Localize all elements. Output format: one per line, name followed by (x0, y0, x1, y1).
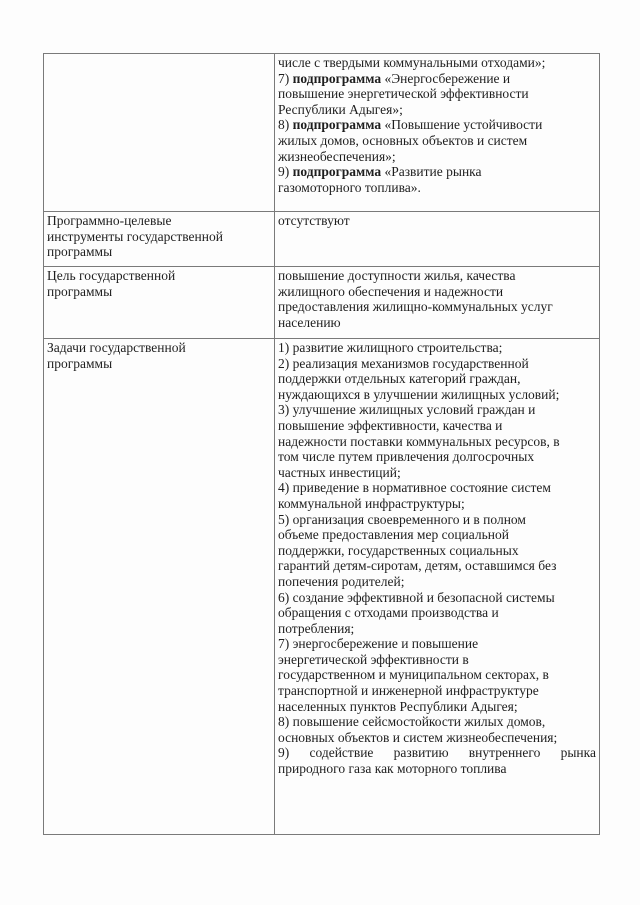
label-line: Задачи государственной (47, 340, 186, 355)
value-line: энергетической эффективности в (278, 651, 469, 667)
value-line: государственном и муниципальном секторах, в (278, 667, 549, 683)
table-row (44, 339, 600, 835)
value-line: 8) подпрограмма «Повышение устойчивости (278, 117, 543, 133)
value-line: 6) создание эффективной и безопасной системы (278, 589, 555, 605)
row-value-cell (275, 267, 600, 339)
value-line: населенных пунктов Республики Адыгея; (278, 698, 518, 714)
value-line: поддержки, государственных социальных (278, 542, 519, 558)
value-line: повышение доступности жилья, качества (278, 268, 516, 283)
value-line: 7) подпрограмма «Энергосбережение и (278, 70, 511, 86)
value-line: нуждающихся в улучшении жилищных условий; (278, 386, 560, 402)
table-row (44, 54, 600, 212)
value-line: числе с твердыми коммунальными отходами»; (278, 55, 546, 70)
row-label-cell (44, 339, 275, 835)
row-value-cell (275, 339, 600, 835)
label-line: инструменты государственной (47, 228, 223, 244)
row-label-cell (44, 212, 275, 267)
row-value-cell (275, 212, 600, 267)
value-line: жизнеобеспечения»; (278, 148, 396, 164)
value-line: повышение эффективности, качества и (278, 417, 503, 433)
table-row (44, 267, 600, 339)
value-line: жилых домов, основных объектов и систем (278, 132, 528, 148)
table-row (44, 212, 600, 267)
label-line: Программно-целевые (47, 213, 172, 228)
value-line: природного газа как моторного топлива (278, 761, 507, 777)
label-line: программы (47, 244, 113, 260)
value-line: частных инвестиций; (278, 464, 401, 480)
value-line: 2) реализация механизмов государственной (278, 355, 529, 371)
label-line: программы (47, 283, 113, 299)
value-line: 8) повышение сейсмостойкости жилых домов, (278, 714, 546, 730)
value-line: 9) подпрограмма «Развитие рынка (278, 164, 482, 180)
value-line: транспортной и инженерной инфраструктуре (278, 683, 539, 699)
value-line: 4) приведение в нормативное состояние систем (278, 480, 551, 496)
row-value-cell (275, 54, 600, 212)
value-line: 5) организация своевременного и в полном (278, 511, 526, 527)
value-line: поддержки отдельных категорий граждан, (278, 371, 521, 387)
program-passport-table (43, 53, 600, 835)
value-line: 9) содействие развитию внутреннего рынка (278, 745, 596, 761)
value-line: коммунальной инфраструктуры; (278, 495, 465, 511)
value-line: основных объектов и систем жизнеобеспечения; (278, 729, 558, 745)
value-line: Республики Адыгея»; (278, 101, 403, 117)
label-line: программы (47, 355, 113, 371)
value-line: надежности поставки коммунальных ресурсов, в (278, 433, 560, 449)
value-line: попечения родителей; (278, 573, 405, 589)
value-line: жилищного обеспечения и надежности (278, 283, 504, 299)
value-line: объеме предоставления мер социальной (278, 527, 509, 543)
value-line: обращения с отходами производства и (278, 605, 499, 621)
value-line: 3) улучшение жилищных условий граждан и (278, 402, 536, 418)
value-line: газомоторного топлива». (278, 179, 421, 195)
row-label-cell (44, 54, 275, 212)
value-line: потребления; (278, 620, 355, 636)
value-line: отсутствуют (278, 213, 350, 228)
label-line: Цель государственной (47, 268, 176, 283)
value-line: повышение энергетической эффективности (278, 86, 529, 102)
value-line: гарантий детям-сиротам, детям, оставшимся без (278, 558, 557, 574)
row-label-cell (44, 267, 275, 339)
value-line: предоставления жилищно-коммунальных услуг (278, 299, 553, 315)
value-line: населению (278, 314, 341, 330)
value-line: том числе путем привлечения долгосрочных (278, 449, 535, 465)
value-line: 1) развитие жилищного строительства; (278, 340, 503, 355)
value-line: 7) энергосбережение и повышение (278, 636, 479, 652)
